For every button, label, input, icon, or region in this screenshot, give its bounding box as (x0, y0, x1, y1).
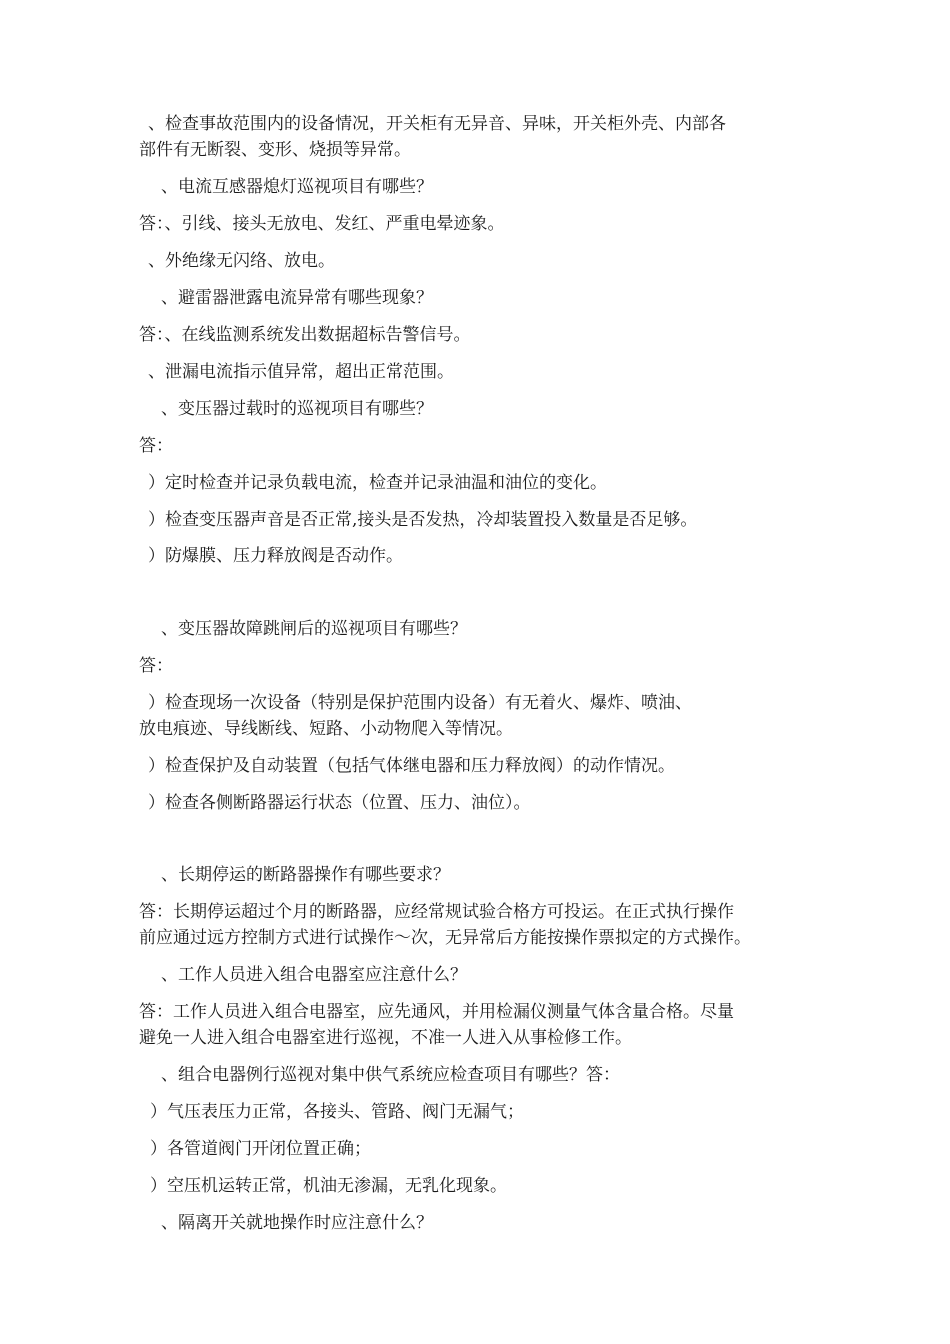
answer-line: 答：工作人员进入组合电器室，应先通风，并用检漏仪测量气体含量合格。尽量 (139, 1002, 734, 1022)
question-heading: 、组合电器例行巡视对集中供气系统应检查项目有哪些？答： (161, 1065, 620, 1085)
answer-label: 答： (139, 656, 173, 676)
question-heading: 、长期停运的断路器操作有哪些要求？ (161, 865, 450, 885)
answer-item: ）检查变压器声音是否正常,接头是否发热，冷却装置投入数量是否足够。 (148, 510, 698, 530)
answer-line: 、外绝缘无闪络、放电。 (148, 251, 335, 271)
answer-item: ）空压机运转正常，机油无渗漏，无乳化现象。 (150, 1176, 507, 1196)
question-heading: 、工作人员进入组合电器室应注意什么？ (161, 965, 467, 985)
question-heading: 、隔离开关就地操作时应注意什么？ (161, 1213, 433, 1233)
answer-item: ）定时检查并记录负载电流，检查并记录油温和油位的变化。 (148, 473, 607, 493)
paragraph-line: 、检查事故范围内的设备情况，开关柜有无异音、异味，开关柜外壳、内部各 (148, 114, 726, 134)
answer-item: ）气压表压力正常，各接头、管路、阀门无漏气； (150, 1102, 524, 1122)
paragraph-line: 部件有无断裂、变形、烧损等异常。 (139, 140, 411, 160)
answer-item: ）各管道阀门开闭位置正确； (150, 1139, 371, 1159)
question-heading: 、变压器过载时的巡视项目有哪些？ (161, 399, 433, 419)
answer-line: 答：、在线监测系统发出数据超标告警信号。 (139, 325, 471, 345)
answer-item: ）检查现场一次设备（特别是保护范围内设备）有无着火、爆炸、喷油、 (148, 693, 692, 713)
answer-item: 放电痕迹、导线断线、短路、小动物爬入等情况。 (139, 719, 513, 739)
answer-item: ）检查各侧断路器运行状态（位置、压力、油位）。 (148, 793, 531, 813)
answer-item: ）检查保护及自动装置（包括气体继电器和压力释放阀）的动作情况。 (148, 756, 675, 776)
question-heading: 、电流互感器熄灯巡视项目有哪些？ (161, 177, 433, 197)
answer-line: 前应通过远方控制方式进行试操作～次，无异常后方能按操作票拟定的方式操作。 (139, 928, 751, 948)
answer-line: 答：、引线、接头无放电、发红、严重电晕迹象。 (139, 214, 505, 234)
answer-line: 避免一人进入组合电器室进行巡视，不准一人进入从事检修工作。 (139, 1028, 632, 1048)
answer-label: 答： (139, 436, 173, 456)
question-heading: 、避雷器泄露电流异常有哪些现象？ (161, 288, 433, 308)
answer-line: 答：长期停运超过个月的断路器，应经常规试验合格方可投运。在正式执行操作 (139, 902, 734, 922)
question-heading: 、变压器故障跳闸后的巡视项目有哪些？ (161, 619, 467, 639)
answer-line: 、泄漏电流指示值异常，超出正常范围。 (148, 362, 454, 382)
answer-item: ）防爆膜、压力释放阀是否动作。 (148, 546, 403, 566)
